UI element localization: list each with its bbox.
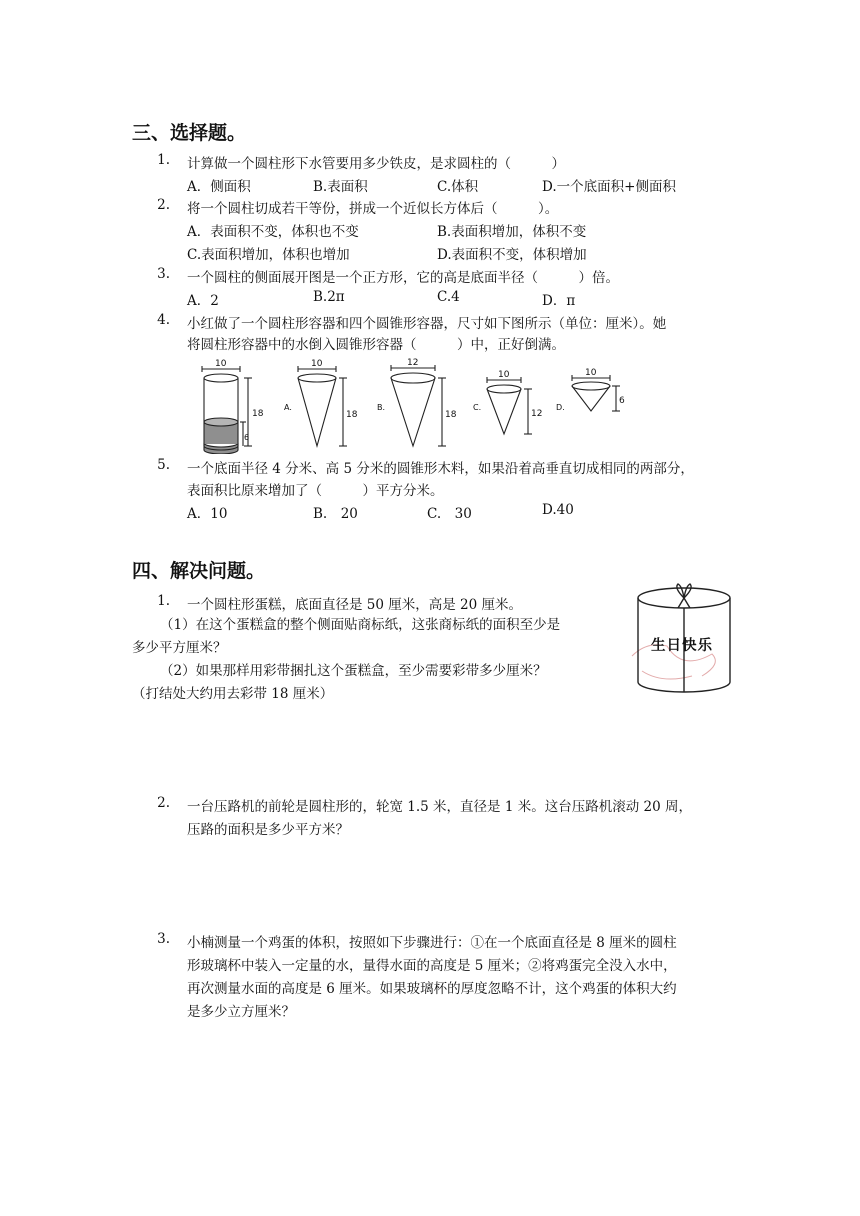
containers-figure: [190, 358, 630, 454]
option: D.一个底面积+侧面积: [542, 179, 676, 195]
question-stem: 小红做了一个圆柱形容器和四个圆锥形容器，尺寸如下图所示（单位：厘米）。她: [187, 316, 667, 332]
option: D．π: [542, 293, 576, 309]
question-stem: 将圆柱形容器中的水倒入圆锥形容器（ ）中，正好倒满。: [187, 337, 565, 353]
question-stem: 一个圆柱的侧面展开图是一个正方形，它的高是底面半径（ ）倍。: [187, 270, 619, 286]
problem-text: 一个圆柱形蛋糕，底面直径是 50 厘米，高是 20 厘米。: [187, 597, 523, 613]
option: A．10: [187, 506, 228, 522]
problem-number: 1.: [157, 593, 170, 609]
option: C.表面积增加，体积也增加: [187, 247, 350, 263]
cone-d-diameter: 10: [585, 368, 597, 378]
cone-c-height: 12: [531, 409, 543, 419]
problem-text: 多少平方厘米？: [132, 640, 227, 656]
cylinder-water-label: 6: [244, 433, 250, 442]
problem-text: 一台压路机的前轮是圆柱形的，轮宽 1.5 米，直径是 1 米。这台压路机滚动 20 周，: [187, 799, 692, 815]
cake-box-illustration: [622, 576, 742, 698]
cylinder-height-label: 18: [252, 409, 264, 419]
option: C. 30: [427, 506, 472, 522]
cone-a-diameter: 10: [311, 359, 323, 369]
cone-d-height: 6: [619, 396, 625, 406]
question-stem: 表面积比原来增加了（ ）平方分米。: [187, 483, 444, 499]
question-number: 1.: [157, 152, 170, 168]
cake-label: 生日快乐: [651, 638, 713, 654]
problem-number: 2.: [157, 795, 170, 811]
question-number: 5.: [157, 457, 170, 473]
problem-text: 压路的面积是多少平方米？: [187, 822, 349, 838]
problem-text: 小楠测量一个鸡蛋的体积，按照如下步骤进行：①在一个底面直径是 8 厘米的圆柱: [187, 935, 677, 951]
cone-b-height: 18: [445, 410, 457, 420]
cylinder-diameter-label: 10: [215, 359, 227, 369]
cone-c-diameter: 10: [498, 370, 510, 380]
problem-text: （打结处大约用去彩带 18 厘米）: [132, 686, 334, 702]
cone-b-letter: B.: [377, 403, 386, 412]
problem-text: 形玻璃杯中装入一定量的水，量得水面的高度是 5 厘米；②将鸡蛋完全没入水中，: [187, 958, 677, 974]
cone-a-letter: A.: [284, 403, 292, 412]
problem-text: （2）如果那样用彩带捆扎这个蛋糕盒，至少需要彩带多少厘米？: [160, 663, 547, 679]
option: B.表面积: [313, 179, 368, 195]
option: A．侧面积: [187, 179, 251, 195]
option: B.2π: [313, 289, 345, 305]
option: B.表面积增加，体积不变: [437, 224, 587, 240]
option: A．表面积不变，体积也不变: [187, 224, 359, 240]
question-number: 3.: [157, 266, 170, 282]
question-stem: 一个底面半径 4 分米、高 5 分米的圆锥形木料，如果沿着高垂直切成相同的两部分，: [187, 461, 694, 477]
section-title-problems: 四、解决问题。: [132, 560, 266, 582]
option: C.体积: [437, 179, 479, 195]
question-number: 4.: [157, 312, 170, 328]
question-number: 2.: [157, 197, 170, 213]
cone-c-letter: C.: [473, 403, 482, 412]
option: C.4: [437, 289, 460, 305]
section-title-choice: 三、选择题。: [132, 122, 247, 144]
problem-number: 3.: [157, 931, 170, 947]
option: D.40: [542, 502, 574, 518]
cone-a-height: 18: [346, 410, 358, 420]
cone-b-diameter: 12: [407, 358, 419, 368]
problem-text: （1）在这个蛋糕盒的整个侧面贴商标纸，这张商标纸的面积至少是: [160, 617, 561, 633]
option: B. 20: [313, 506, 358, 522]
problem-text: 再次测量水面的高度是 6 厘米。如果玻璃杯的厚度忽略不计，这个鸡蛋的体积大约: [187, 981, 677, 997]
question-stem: 计算做一个圆柱形下水管要用多少铁皮，是求圆柱的（ ）: [187, 156, 565, 172]
problem-text: 是多少立方厘米？: [187, 1004, 295, 1020]
question-stem: 将一个圆柱切成若干等份，拼成一个近似长方体后（ ）。: [187, 201, 559, 217]
option: D.表面积不变，体积增加: [437, 247, 587, 263]
cone-d-letter: D.: [556, 403, 565, 412]
option: A．2: [187, 293, 219, 309]
